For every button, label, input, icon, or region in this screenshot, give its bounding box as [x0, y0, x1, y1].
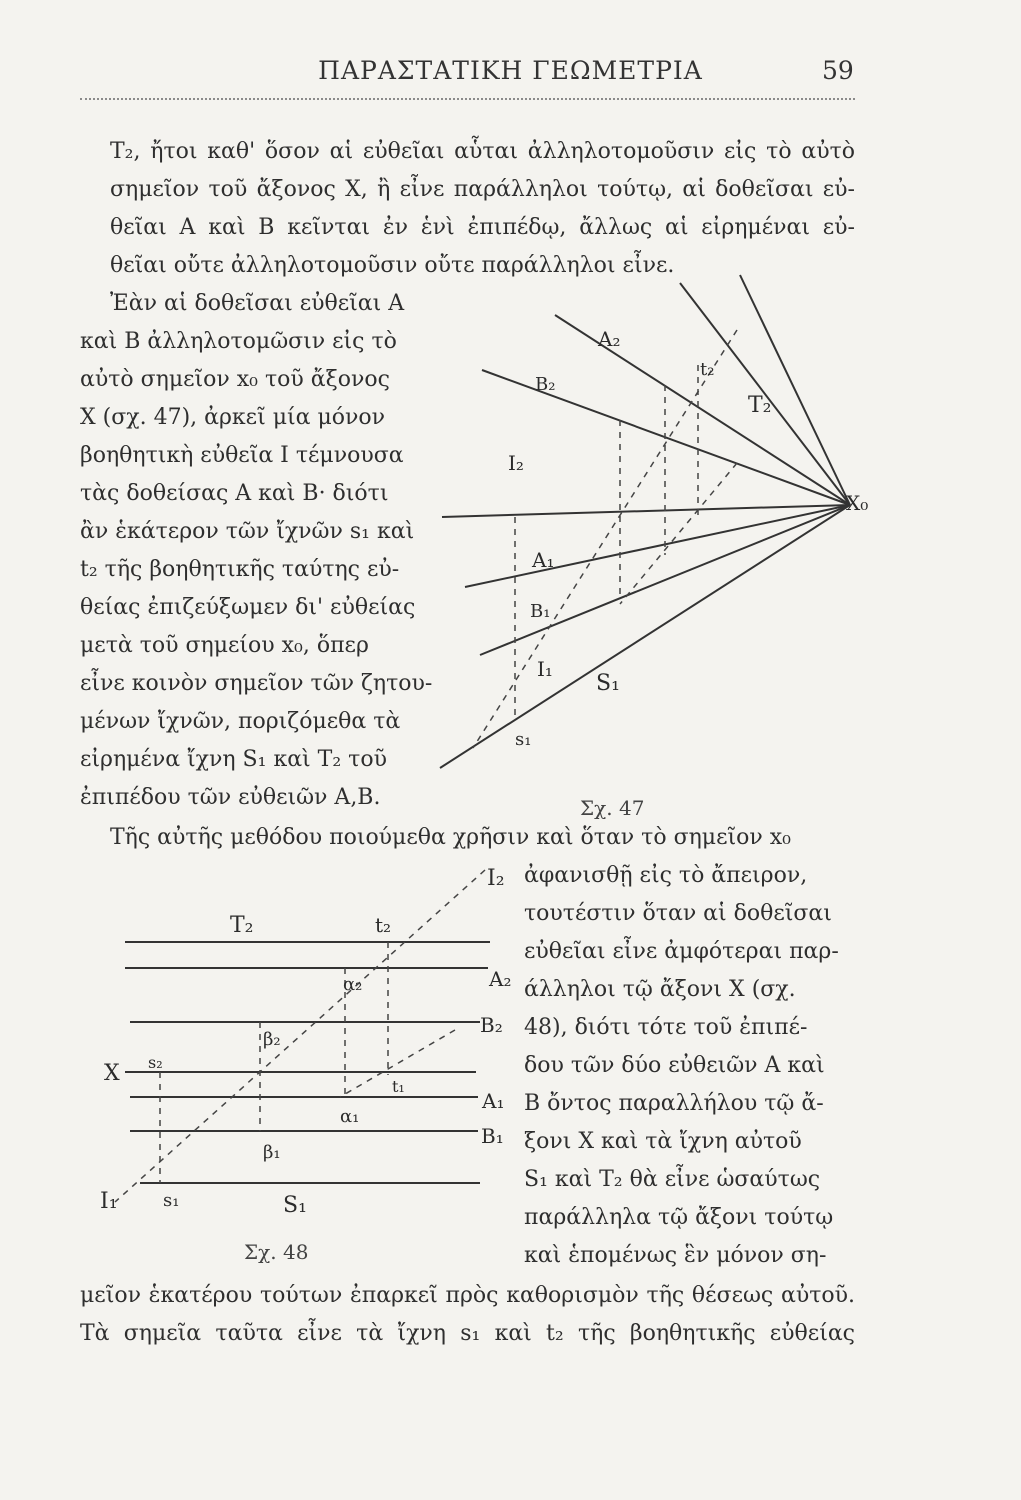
label-t2: t₂ [375, 913, 392, 937]
figure-47-caption: Σχ. 47 [580, 796, 645, 820]
label-T2: T₂ [748, 393, 772, 418]
label-S1: S₁ [596, 671, 620, 696]
label-t2: t₂ [700, 359, 715, 380]
text-line: ἐπιπέδου τῶν εὐθειῶν A,B. [80, 785, 381, 810]
text-line: εἶνε κοινὸν σημεῖον τῶν ζητου- [80, 671, 433, 696]
text-line: μένων ἴχνῶν, ποριζόμεθα τὰ [80, 709, 401, 734]
text-line: αὐτὸ σημεῖον x₀ τοῦ ἄξονος [80, 367, 390, 392]
label-b2: β₂ [263, 1029, 281, 1050]
text-line: Τῆς αὐτῆς μεθόδου ποιούμεθα χρῆσιν καὶ ὅταν τὸ σημεῖον x₀ [110, 825, 791, 850]
label-I1: I₁ [537, 657, 553, 681]
label-s2: s₂ [148, 1053, 163, 1072]
label-S1: S₁ [283, 1193, 307, 1218]
text-line: S₁ καὶ T₂ θὰ εἶνε ὡσαύτως [524, 1167, 821, 1192]
text-line: μετὰ τοῦ σημείου x₀, ὅπερ [80, 633, 369, 658]
auxiliary-I-line [115, 870, 485, 1202]
label-s1: s₁ [515, 729, 532, 750]
label-X: X [104, 1061, 120, 1086]
text-line: σημεῖον τοῦ ἄξονος X, ἢ εἶνε παράλληλοι τούτῳ, αἱ δοθεῖσαι εὐ- [110, 177, 855, 202]
label-a2: α₂ [343, 974, 363, 995]
text-line: δου τῶν δύο εὐθειῶν A καὶ [524, 1053, 825, 1078]
label-b1: β₁ [263, 1142, 281, 1163]
label-B1: B₁ [481, 1124, 504, 1148]
text-line: θεῖαι A καὶ B κεῖνται ἐν ἑνὶ ἐπιπέδῳ, ἄλλως αἱ εἰρημέναι εὐ- [110, 215, 855, 240]
label-a1: α₁ [340, 1106, 360, 1127]
text-line: εὐθεῖαι εἶνε ἀμφότεραι παρ- [524, 939, 839, 964]
label-A1: A₁ [482, 1089, 505, 1113]
text-line: ξονι X καὶ τὰ ἴχνη αὐτοῦ [524, 1129, 802, 1154]
label-A2: A₂ [598, 327, 621, 351]
label-B1: B₁ [530, 601, 551, 622]
label-A2: A₂ [489, 967, 512, 991]
text-line: μεῖον ἑκατέρου τούτων ἐπαρκεῖ πρὸς καθορισμὸν τῆς θέσεως αὐτοῦ. [80, 1283, 855, 1308]
text-line: τουτέστιν ὅταν αἱ δοθεῖσαι [524, 901, 832, 926]
page-number: 59 [822, 56, 854, 85]
text-line: Ἐὰν αἱ δοθεῖσαι εὐθεῖαι A [110, 291, 405, 316]
text-line: καὶ ἑπομένως ἓν μόνον ση- [524, 1243, 827, 1268]
label-I1: I₁ [100, 1189, 118, 1214]
label-X0: X₀ [846, 491, 869, 515]
label-T2: T₂ [230, 913, 254, 938]
text-line: θείας ἐπιζεύξωμεν δι' εὐθείας [80, 595, 416, 620]
label-t1: t₁ [392, 1077, 405, 1096]
text-line: εἰρημένα ἴχνη S₁ καὶ T₂ τοῦ [80, 747, 387, 772]
text-line: θεῖαι οὔτε ἀλληλοτομοῦσιν οὔτε παράλληλοι εἶνε. [110, 253, 675, 278]
label-I2: I₂ [508, 451, 524, 475]
running-header-title: ΠΑΡΑΣΤΑΤΙΚΗ ΓΕΩΜΕΤΡΙΑ [318, 56, 703, 85]
text-line: Τὰ σημεῖα ταῦτα εἶνε τὰ ἴχνη s₁ καὶ t₂ τῆς βοηθητικῆς εὐθείας [80, 1321, 855, 1346]
text-line: βοηθητικὴ εὐθεῖα I τέμνουσα [80, 443, 404, 468]
text-line: άλληλοι τῷ ἄξονι X (σχ. [524, 977, 796, 1002]
text-line: X (σχ. 47), ἀρκεῖ μία μόνον [80, 405, 386, 430]
label-B2: B₂ [535, 374, 556, 395]
text-line: ἂν ἑκάτερον τῶν ἴχνῶν s₁ καὶ [80, 519, 415, 544]
text-line: τὰς δοθείσας A καὶ B· διότι [80, 481, 389, 506]
label-I2: I₂ [487, 866, 505, 891]
text-line: t₂ τῆς βοηθητικῆς ταύτης εὐ- [80, 557, 400, 582]
label-A1: A₁ [532, 548, 555, 572]
text-line: παράλληλα τῷ ἄξονι τούτῳ [524, 1205, 834, 1230]
text-line: T₂, ἤτοι καθ' ὅσον αἱ εὐθεῖαι αὗται ἀλληλοτομοῦσιν εἰς τὸ αὐτὸ [110, 139, 855, 164]
text-line: καὶ B ἀλληλοτομῶσιν εἰς τὸ [80, 329, 397, 354]
text-line: B ὄντος παραλλήλου τῷ ἄ- [524, 1091, 824, 1116]
label-B2: B₂ [480, 1013, 503, 1037]
text-line: 48), διότι τότε τοῦ ἐπιπέ- [524, 1015, 808, 1040]
figure-48-caption: Σχ. 48 [244, 1240, 309, 1264]
text-line: ἀφανισθῇ εἰς τὸ ἄπειρον, [524, 863, 808, 888]
label-s1: s₁ [163, 1190, 180, 1211]
